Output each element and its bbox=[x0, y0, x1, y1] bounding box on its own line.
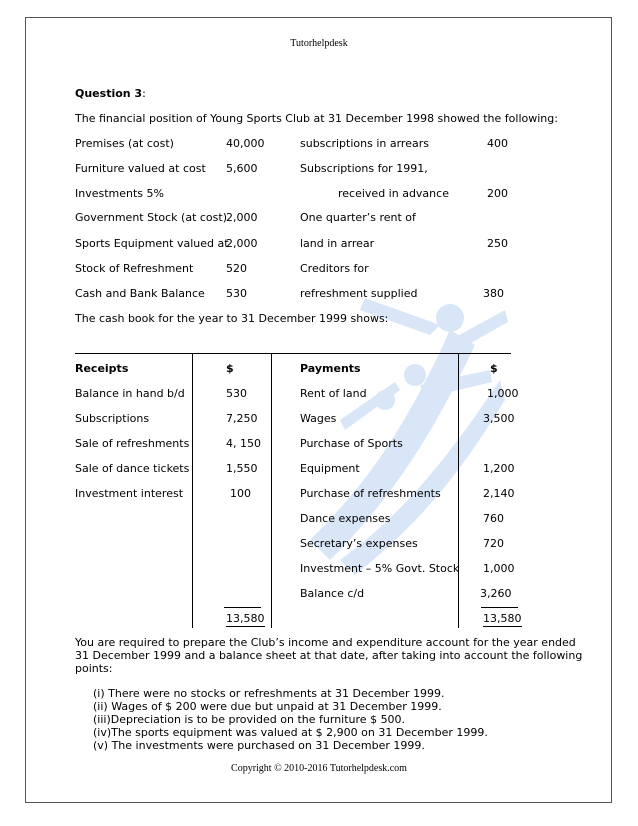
payment-label: Secretary’s expenses bbox=[300, 537, 418, 550]
receipts-total-overline bbox=[224, 607, 261, 608]
payment-value: 1,200 bbox=[483, 462, 515, 475]
question-label: Question 3 bbox=[75, 87, 143, 100]
payment-value: 720 bbox=[483, 537, 504, 550]
receipt-value: 100 bbox=[230, 487, 251, 500]
position-right-label: One quarter’s rent of bbox=[300, 211, 416, 224]
receipt-label: Subscriptions bbox=[75, 412, 150, 425]
requirement-text: points: bbox=[75, 662, 113, 675]
position-right-value: 400 bbox=[487, 137, 508, 150]
position-left-label: Premises (at cost) bbox=[75, 137, 174, 150]
receipt-label: Investment interest bbox=[75, 487, 184, 500]
position-left-value: 40,000 bbox=[226, 137, 265, 150]
payment-value: 3,500 bbox=[483, 412, 515, 425]
position-left-label: Government Stock (at cost) bbox=[75, 211, 227, 224]
position-right-label: land in arrear bbox=[300, 237, 375, 250]
page-header: Tutorhelpdesk bbox=[290, 38, 348, 49]
receipts-header: Receipts bbox=[75, 362, 129, 375]
cashbook-top-rule bbox=[75, 353, 511, 354]
payment-label: Purchase of refreshments bbox=[300, 487, 441, 500]
position-left-label: Stock of Refreshment bbox=[75, 262, 194, 275]
question-colon: : bbox=[142, 87, 146, 100]
position-right-label: Creditors for bbox=[300, 262, 369, 275]
cashbook-column-rule bbox=[192, 353, 193, 628]
payment-label: Wages bbox=[300, 412, 337, 425]
position-right-value: 380 bbox=[483, 287, 504, 300]
point-item: (ii) Wages of $ 200 were due but unpaid at 31 December 1999. bbox=[93, 700, 442, 713]
position-left-label: Furniture valued at cost bbox=[75, 162, 206, 175]
position-right-label: Subscriptions for 1991, bbox=[300, 162, 428, 175]
receipts-currency: $ bbox=[226, 362, 234, 375]
position-left-label: Sports Equipment valued at bbox=[75, 237, 229, 250]
payment-label: Rent of land bbox=[300, 387, 367, 400]
payments-header: Payments bbox=[300, 362, 361, 375]
payment-value: 1,000 bbox=[487, 387, 519, 400]
cashbook-intro: The cash book for the year to 31 December 1999 shows: bbox=[75, 312, 389, 325]
payment-label: Purchase of Sports bbox=[300, 437, 403, 450]
payments-currency: $ bbox=[490, 362, 498, 375]
payments-total-overline bbox=[481, 607, 518, 608]
position-right-label: subscriptions in arrears bbox=[300, 137, 429, 150]
position-left-label: Investments 5% bbox=[75, 187, 164, 200]
payment-value: 1,000 bbox=[483, 562, 515, 575]
position-left-value: 530 bbox=[226, 287, 247, 300]
cashbook-column-rule bbox=[458, 353, 459, 628]
receipt-value: 530 bbox=[226, 387, 247, 400]
requirement-text: 31 December 1999 and a balance sheet at that date, after taking into account the following bbox=[75, 649, 583, 662]
payments-total: 13,580 bbox=[483, 612, 522, 625]
question-heading bbox=[75, 87, 146, 101]
position-right-label: received in advance bbox=[338, 187, 449, 200]
page-footer: Copyright © 2010-2016 Tutorhelpdesk.com bbox=[231, 763, 407, 774]
position-left-label: Cash and Bank Balance bbox=[75, 287, 205, 300]
receipt-value: 7,250 bbox=[226, 412, 258, 425]
position-left-value: 2,000 bbox=[226, 211, 258, 224]
payment-label: Dance expenses bbox=[300, 512, 391, 525]
position-left-value: 5,600 bbox=[226, 162, 258, 175]
receipt-label: Sale of refreshments bbox=[75, 437, 190, 450]
receipt-label: Balance in hand b/d bbox=[75, 387, 185, 400]
point-item: (iii)Depreciation is to be provided on the furniture $ 500. bbox=[93, 713, 406, 726]
payment-value: 760 bbox=[483, 512, 504, 525]
payment-label: Investment – 5% Govt. Stock bbox=[300, 562, 460, 575]
receipt-value: 1,550 bbox=[226, 462, 258, 475]
payment-value: 3,260 bbox=[480, 587, 512, 600]
receipt-value: 4, 150 bbox=[226, 437, 261, 450]
point-item: (v) The investments were purchased on 31 December 1999. bbox=[93, 739, 425, 752]
point-item: (i) There were no stocks or refreshments at 31 December 1999. bbox=[93, 687, 445, 700]
cashbook-column-rule bbox=[271, 353, 272, 628]
question-intro: The financial position of Young Sports Club at 31 December 1998 showed the following: bbox=[75, 112, 558, 125]
position-left-value: 2,000 bbox=[226, 237, 258, 250]
payment-label: Balance c/d bbox=[300, 587, 365, 600]
receipts-total: 13,580 bbox=[226, 612, 265, 625]
position-right-value: 200 bbox=[487, 187, 508, 200]
requirement-text: You are required to prepare the Club’s income and expenditure account for the year ended bbox=[75, 636, 576, 649]
position-left-value: 520 bbox=[226, 262, 247, 275]
payment-value: 2,140 bbox=[483, 487, 515, 500]
position-right-label: refreshment supplied bbox=[300, 287, 418, 300]
point-item: (iv)The sports equipment was valued at $ 2,900 on 31 December 1999. bbox=[93, 726, 488, 739]
payment-label: Equipment bbox=[300, 462, 360, 475]
receipt-label: Sale of dance tickets bbox=[75, 462, 190, 475]
position-right-value: 250 bbox=[487, 237, 508, 250]
